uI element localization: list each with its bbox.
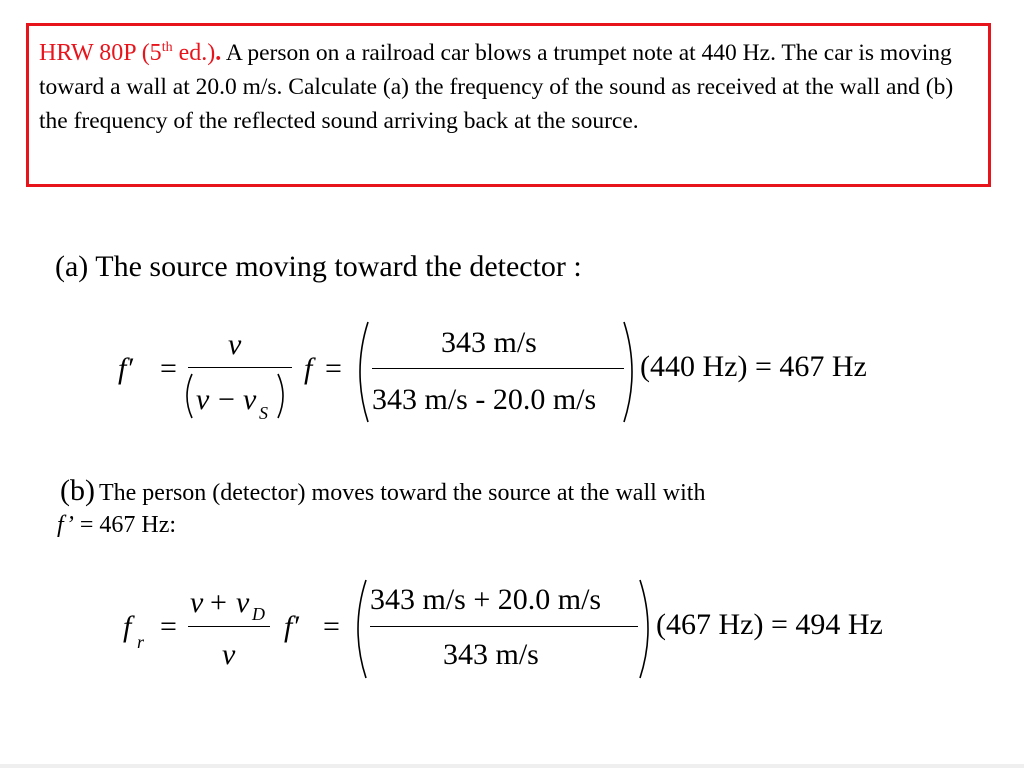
eq-b-num1-plus: + bbox=[210, 586, 227, 619]
eq-a-den1-vs: v bbox=[243, 383, 257, 416]
eq-a-fraction-bar-2 bbox=[372, 368, 624, 369]
part-b-label: (b) bbox=[60, 474, 95, 507]
eq-b-right-paren-big bbox=[638, 578, 656, 680]
eq-b-num1-v: v bbox=[190, 586, 204, 619]
eq-a-equals-1: = bbox=[160, 352, 177, 385]
eq-b-fraction-bar-2 bbox=[370, 626, 638, 627]
eq-a-right-paren-big bbox=[622, 320, 640, 424]
part-a-heading: (a) The source moving toward the detector : bbox=[55, 250, 582, 283]
eq-a-den1-vs-sub: S bbox=[259, 403, 268, 423]
eq-b-fprime: f′ bbox=[284, 610, 299, 643]
part-b-fprime: f’ bbox=[57, 512, 74, 538]
eq-a-num1: v bbox=[228, 328, 242, 361]
part-b-line2 bbox=[57, 512, 176, 539]
eq-a-den1-minus: − bbox=[218, 383, 235, 416]
part-b-text: The person (detector) moves toward the source at the wall with bbox=[98, 480, 706, 506]
eq-a-num2: 343 m/s bbox=[441, 326, 537, 359]
eq-a-fraction-bar-1 bbox=[188, 367, 292, 368]
eq-b-num1-vd: v bbox=[236, 586, 250, 619]
eq-b-den2: 343 m/s bbox=[443, 638, 539, 671]
eq-a-left-paren-big bbox=[352, 320, 370, 424]
problem-box bbox=[26, 23, 991, 187]
eq-a-f: f bbox=[304, 352, 313, 385]
eq-a-lhs: f′ bbox=[118, 352, 133, 385]
eq-a-equals-2: = bbox=[325, 352, 342, 385]
eq-b-equals-2: = bbox=[323, 610, 340, 643]
eq-a-right-paren-small bbox=[276, 372, 290, 420]
eq-a-left-paren-small bbox=[180, 372, 194, 420]
problem-title: HRW 80P (5th ed.). bbox=[39, 40, 222, 66]
problem-text bbox=[39, 36, 979, 138]
eq-b-equals-1: = bbox=[160, 610, 177, 643]
bottom-divider bbox=[0, 764, 1024, 768]
problem-statement: A person on a railroad car blows a trumpet note at 440 Hz. The car is moving toward a wall at 20.0 m/s. Calculate (a) the frequency of the sound as received at the wall and (b) the frequency of the reflected sound arriving back at the source. bbox=[39, 40, 954, 134]
eq-b-tail: (467 Hz) = 494 Hz bbox=[656, 608, 883, 641]
eq-b-left-paren-big bbox=[350, 578, 368, 680]
eq-b-lhs: f bbox=[123, 610, 132, 643]
eq-a-tail: (440 Hz) = 467 Hz bbox=[640, 350, 867, 383]
eq-b-num1-vd-sub: D bbox=[252, 604, 265, 624]
eq-a-den2: 343 m/s - 20.0 m/s bbox=[372, 383, 597, 416]
eq-b-num2: 343 m/s + 20.0 m/s bbox=[370, 583, 602, 616]
eq-b-fraction-bar-1 bbox=[188, 626, 270, 627]
part-b-value: = 467 Hz: bbox=[73, 512, 177, 538]
part-b-heading bbox=[60, 474, 705, 508]
eq-b-lhs-sub: r bbox=[137, 632, 145, 652]
eq-a-den1-v: v bbox=[196, 383, 210, 416]
eq-b-den1: v bbox=[222, 638, 236, 671]
